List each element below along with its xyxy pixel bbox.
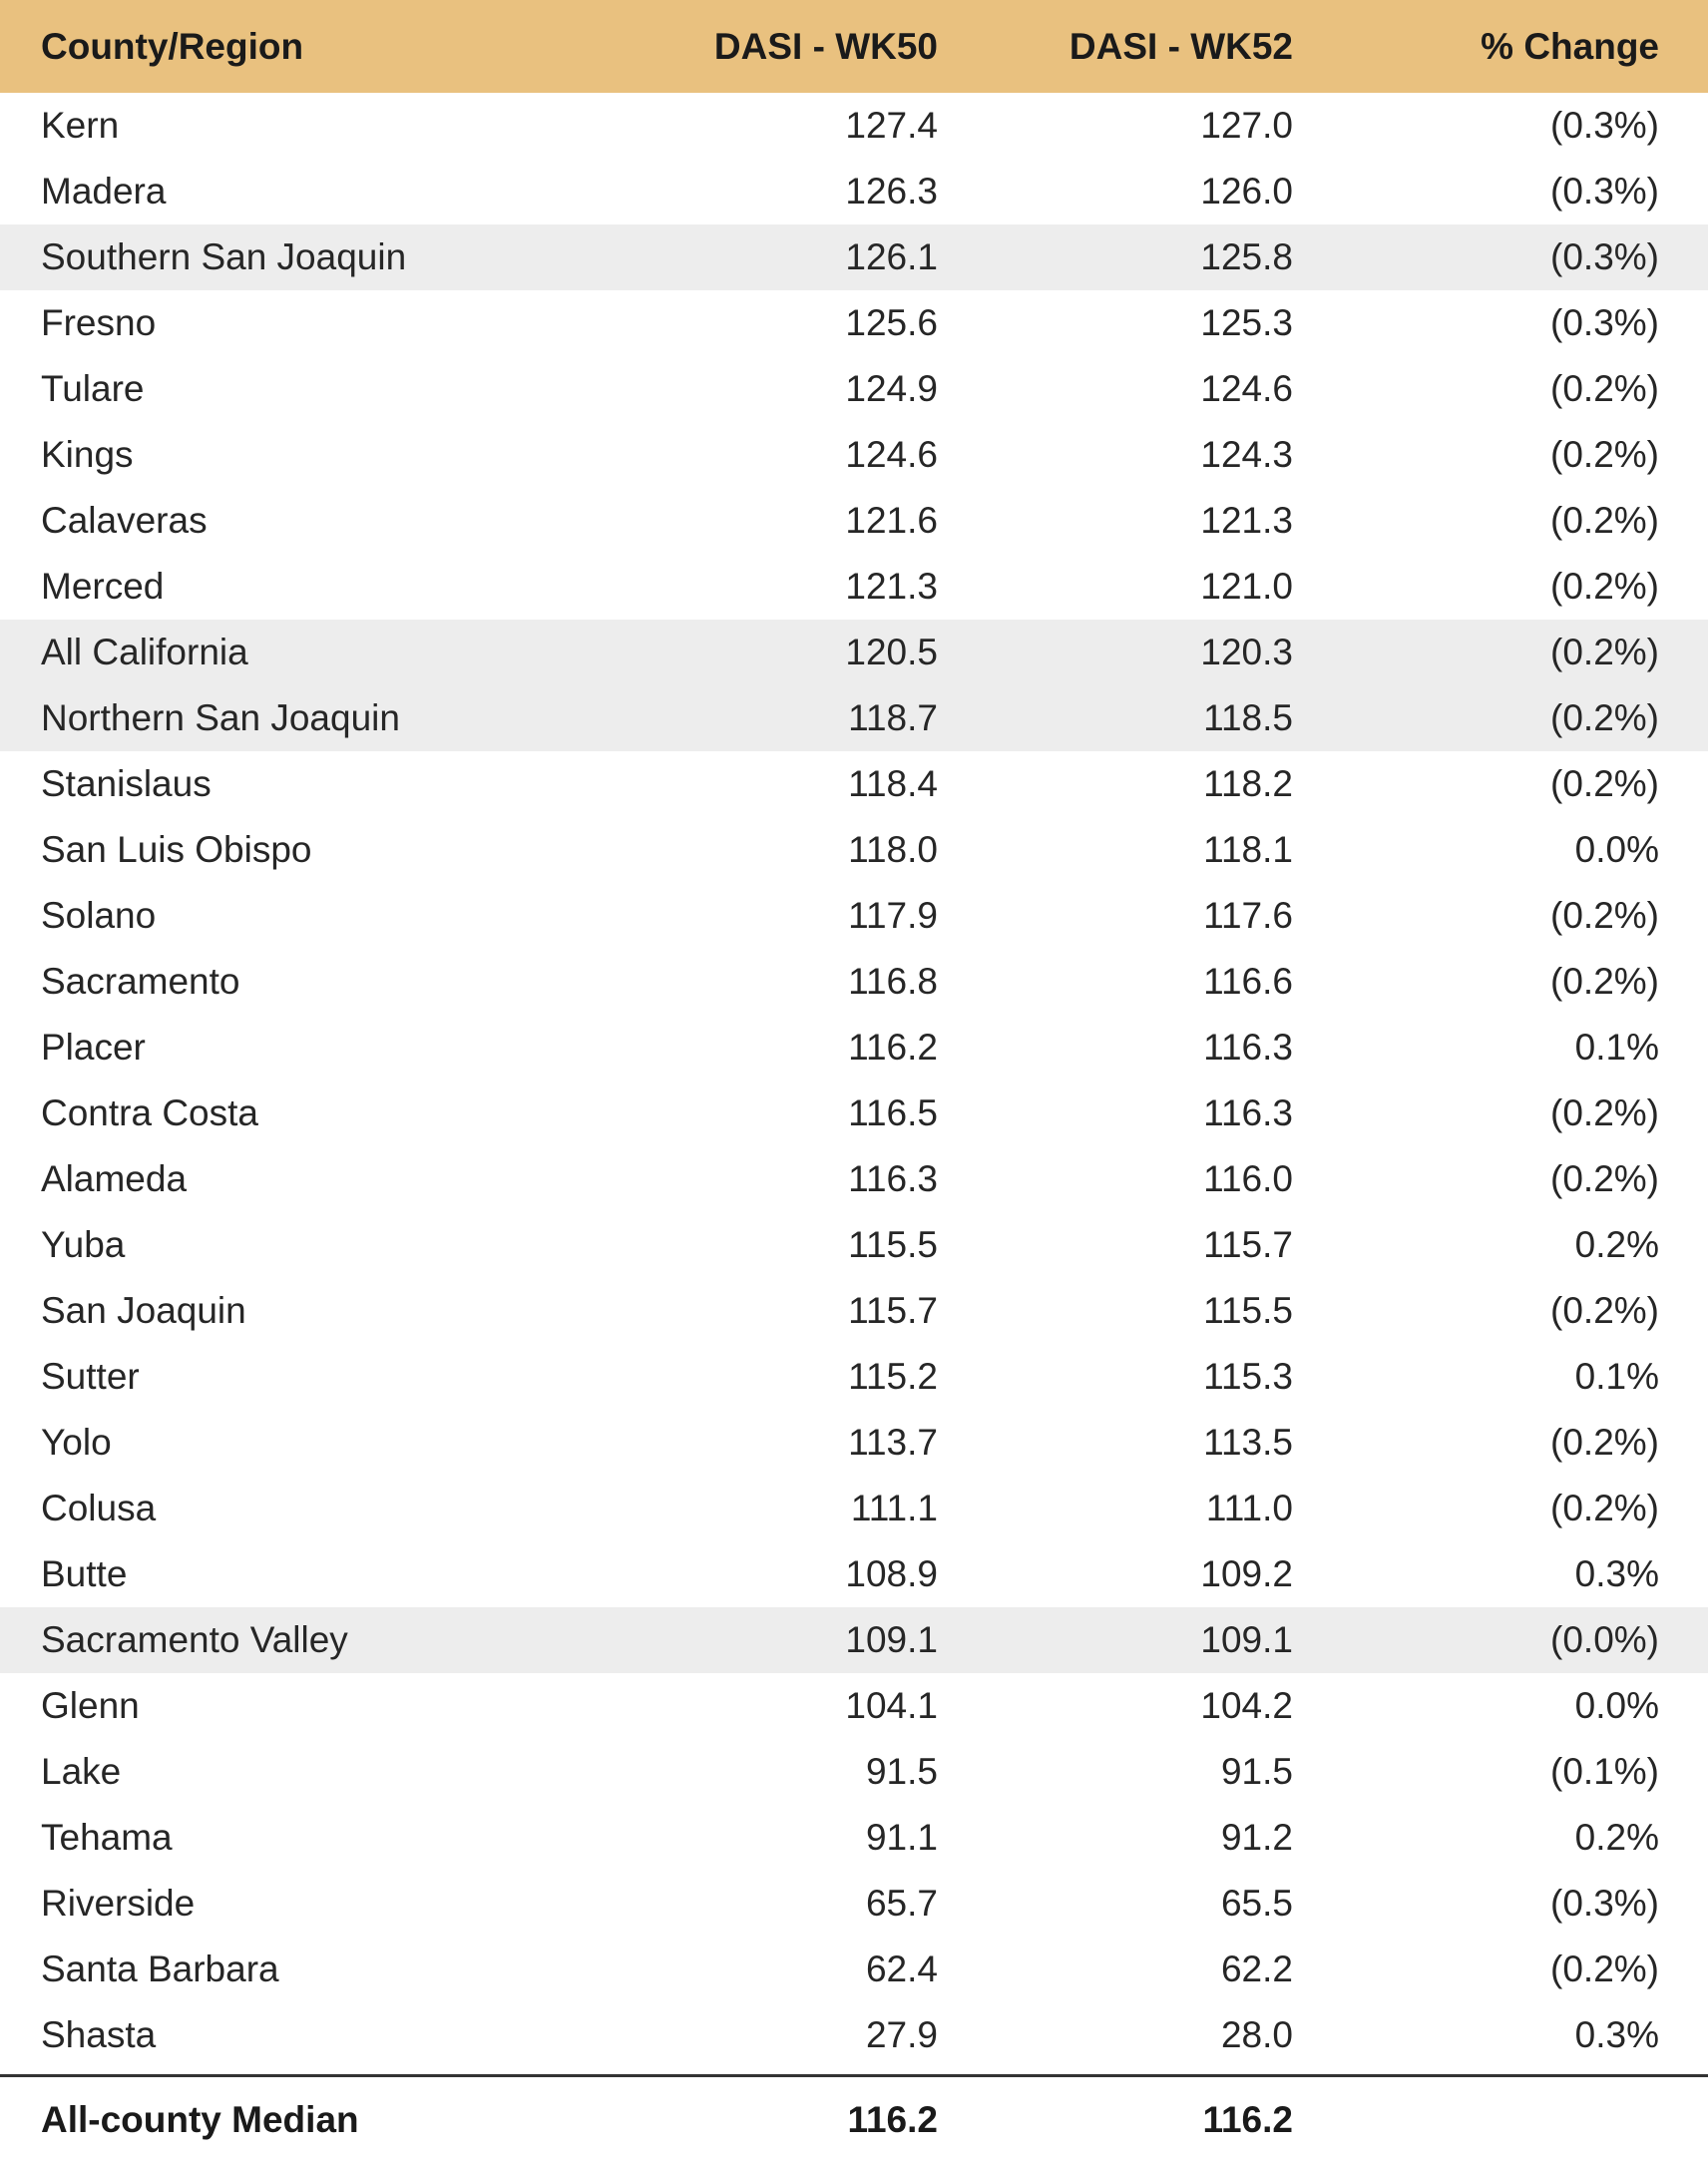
cell-county: Sutter: [41, 1356, 140, 1397]
cell-wk50: 118.0: [848, 829, 938, 870]
cell-wk52: 115.5: [1203, 1290, 1293, 1331]
cell-wk50: 124.9: [845, 368, 938, 409]
cell-wk50: 104.1: [845, 1685, 938, 1726]
table-row: [0, 1344, 1708, 1410]
table-row: [0, 1937, 1708, 2002]
cell-wk50: 121.3: [845, 566, 938, 607]
table-row: [0, 1081, 1708, 1146]
cell-change: (0.1%): [1550, 1751, 1659, 1792]
cell-wk50: 118.4: [848, 763, 938, 804]
cell-wk52: 117.6: [1203, 895, 1293, 936]
cell-change: 0.0%: [1574, 829, 1659, 870]
cell-change: (0.2%): [1550, 1290, 1659, 1331]
header-wk52: DASI - WK52: [1068, 25, 1293, 67]
cell-wk52: 62.2: [1220, 1948, 1293, 1989]
table-row: [0, 422, 1708, 488]
cell-wk50: 65.7: [865, 1883, 938, 1924]
table-footer: [0, 2077, 1708, 2163]
cell-wk52: 115.3: [1203, 1356, 1293, 1397]
table-row: [0, 949, 1708, 1015]
cell-wk52: 116.6: [1203, 961, 1293, 1002]
cell-wk52: 116.3: [1203, 1027, 1293, 1068]
cell-wk50: 126.1: [845, 236, 938, 277]
cell-wk50: 115.7: [848, 1290, 938, 1331]
table-row: [0, 1739, 1708, 1805]
cell-county: Tulare: [41, 368, 145, 409]
cell-county: Riverside: [41, 1883, 196, 1924]
cell-county: Southern San Joaquin: [41, 236, 407, 277]
cell-wk50: 125.6: [845, 302, 938, 343]
cell-wk52: 127.0: [1200, 105, 1293, 146]
cell-change: (0.2%): [1550, 1422, 1659, 1463]
table-row: [0, 1541, 1708, 1607]
cell-wk52: 109.2: [1200, 1553, 1293, 1594]
cell-county: Yuba: [41, 1224, 126, 1265]
cell-county: Santa Barbara: [41, 1948, 279, 1989]
cell-county: Butte: [41, 1553, 128, 1594]
cell-wk52: 116.3: [1203, 1092, 1293, 1133]
cell-change: (0.3%): [1550, 171, 1659, 212]
cell-wk52: 124.3: [1200, 434, 1293, 475]
cell-wk50: 111.1: [850, 1488, 938, 1528]
cell-county: Solano: [41, 895, 157, 936]
table-row: [0, 554, 1708, 620]
cell-county: Kern: [41, 105, 120, 146]
cell-change: (0.2%): [1550, 368, 1659, 409]
cell-wk50: 127.4: [845, 105, 938, 146]
footer-wk52: 116.2: [1202, 2099, 1293, 2140]
cell-wk50: 116.2: [848, 1027, 938, 1068]
cell-change: (0.2%): [1550, 632, 1659, 672]
table-row: [0, 1278, 1708, 1344]
cell-wk52: 111.0: [1205, 1488, 1293, 1528]
cell-county: Kings: [41, 434, 134, 475]
table-row: [0, 1212, 1708, 1278]
table-row: [0, 1410, 1708, 1476]
table-header: [0, 0, 1708, 93]
table-row: [0, 356, 1708, 422]
cell-wk50: 91.1: [865, 1817, 938, 1858]
cell-county: Stanislaus: [41, 763, 212, 804]
table-row: [0, 685, 1708, 751]
cell-change: (0.2%): [1550, 566, 1659, 607]
cell-county: Lake: [41, 1751, 122, 1792]
cell-county: Northern San Joaquin: [41, 697, 400, 738]
table-row: [0, 224, 1708, 290]
cell-change: 0.2%: [1574, 1224, 1659, 1265]
cell-wk50: 124.6: [845, 434, 938, 475]
table-row: [0, 1607, 1708, 1673]
cell-wk52: 121.3: [1200, 500, 1293, 541]
cell-change: (0.3%): [1550, 105, 1659, 146]
cell-change: (0.3%): [1550, 1883, 1659, 1924]
cell-wk50: 118.7: [848, 697, 938, 738]
cell-wk50: 27.9: [865, 2014, 938, 2055]
cell-wk52: 116.0: [1203, 1158, 1293, 1199]
cell-wk52: 120.3: [1200, 632, 1293, 672]
cell-wk50: 115.5: [848, 1224, 938, 1265]
cell-change: 0.2%: [1574, 1817, 1659, 1858]
cell-change: (0.2%): [1550, 763, 1659, 804]
cell-change: (0.2%): [1550, 895, 1659, 936]
cell-change: 0.1%: [1574, 1027, 1659, 1068]
cell-change: (0.2%): [1550, 434, 1659, 475]
cell-wk50: 108.9: [845, 1553, 938, 1594]
cell-change: (0.2%): [1550, 697, 1659, 738]
table-body: [0, 93, 1708, 2068]
cell-change: (0.2%): [1550, 1948, 1659, 1989]
cell-county: Glenn: [41, 1685, 140, 1726]
cell-county: San Joaquin: [41, 1290, 246, 1331]
table-row: [0, 488, 1708, 554]
cell-change: 0.0%: [1574, 1685, 1659, 1726]
cell-wk52: 109.1: [1200, 1619, 1293, 1660]
cell-wk50: 113.7: [848, 1422, 938, 1463]
cell-county: Contra Costa: [41, 1092, 258, 1133]
table-row: [0, 290, 1708, 356]
cell-wk52: 91.2: [1220, 1817, 1293, 1858]
cell-county: San Luis Obispo: [41, 829, 312, 870]
table-row: [0, 1146, 1708, 1212]
cell-wk52: 121.0: [1200, 566, 1293, 607]
table-row: [0, 751, 1708, 817]
cell-wk52: 115.7: [1203, 1224, 1293, 1265]
cell-county: Merced: [41, 566, 165, 607]
cell-wk52: 65.5: [1220, 1883, 1293, 1924]
footer-label: All-county Median: [41, 2099, 359, 2140]
table-row: [0, 817, 1708, 883]
cell-change: (0.2%): [1550, 961, 1659, 1002]
header-county: County/Region: [41, 25, 304, 67]
cell-wk50: 91.5: [865, 1751, 938, 1792]
header-change: % Change: [1481, 25, 1659, 67]
cell-wk50: 116.3: [848, 1158, 938, 1199]
cell-change: (0.2%): [1550, 1092, 1659, 1133]
cell-county: Colusa: [41, 1488, 157, 1528]
cell-wk50: 115.2: [848, 1356, 938, 1397]
cell-wk52: 124.6: [1200, 368, 1293, 409]
cell-county: Placer: [41, 1027, 146, 1068]
cell-county: Calaveras: [41, 500, 208, 541]
cell-wk52: 126.0: [1200, 171, 1293, 212]
cell-wk52: 118.1: [1203, 829, 1293, 870]
table-row: [0, 1871, 1708, 1937]
cell-wk52: 125.8: [1200, 236, 1293, 277]
cell-wk52: 91.5: [1220, 1751, 1293, 1792]
table-row: [0, 93, 1708, 159]
footer-wk50: 116.2: [847, 2099, 938, 2140]
cell-wk52: 28.0: [1220, 2014, 1293, 2055]
table-row: [0, 1673, 1708, 1739]
cell-wk50: 126.3: [845, 171, 938, 212]
cell-change: (0.2%): [1550, 1158, 1659, 1199]
cell-wk52: 125.3: [1200, 302, 1293, 343]
table-row: [0, 1015, 1708, 1081]
cell-county: Yolo: [41, 1422, 112, 1463]
header-wk50: DASI - WK50: [713, 25, 938, 67]
cell-county: Fresno: [41, 302, 157, 343]
cell-wk50: 109.1: [845, 1619, 938, 1660]
table-row: [0, 159, 1708, 224]
cell-change: (0.3%): [1550, 236, 1659, 277]
table-row: [0, 1476, 1708, 1541]
cell-county: All California: [41, 632, 248, 672]
cell-wk50: 116.5: [848, 1092, 938, 1133]
cell-wk50: 62.4: [865, 1948, 938, 1989]
cell-county: Shasta: [41, 2014, 157, 2055]
cell-wk50: 121.6: [845, 500, 938, 541]
table-row: [0, 620, 1708, 685]
cell-wk50: 120.5: [845, 632, 938, 672]
table-row: [0, 1805, 1708, 1871]
cell-county: Sacramento Valley: [41, 1619, 348, 1660]
cell-change: (0.2%): [1550, 500, 1659, 541]
cell-county: Tehama: [41, 1817, 173, 1858]
cell-change: 0.1%: [1574, 1356, 1659, 1397]
cell-wk52: 118.2: [1203, 763, 1293, 804]
table-row: [0, 883, 1708, 949]
cell-wk52: 104.2: [1200, 1685, 1293, 1726]
cell-change: 0.3%: [1574, 2014, 1659, 2055]
cell-county: Sacramento: [41, 961, 240, 1002]
table-row: [0, 2002, 1708, 2068]
cell-wk52: 118.5: [1203, 697, 1293, 738]
cell-wk50: 117.9: [848, 895, 938, 936]
cell-county: Alameda: [41, 1158, 188, 1199]
cell-wk50: 116.8: [848, 961, 938, 1002]
cell-change: 0.3%: [1574, 1553, 1659, 1594]
cell-change: (0.3%): [1550, 302, 1659, 343]
cell-change: (0.0%): [1550, 1619, 1659, 1660]
cell-county: Madera: [41, 171, 167, 212]
cell-change: (0.2%): [1550, 1488, 1659, 1528]
cell-wk52: 113.5: [1203, 1422, 1293, 1463]
